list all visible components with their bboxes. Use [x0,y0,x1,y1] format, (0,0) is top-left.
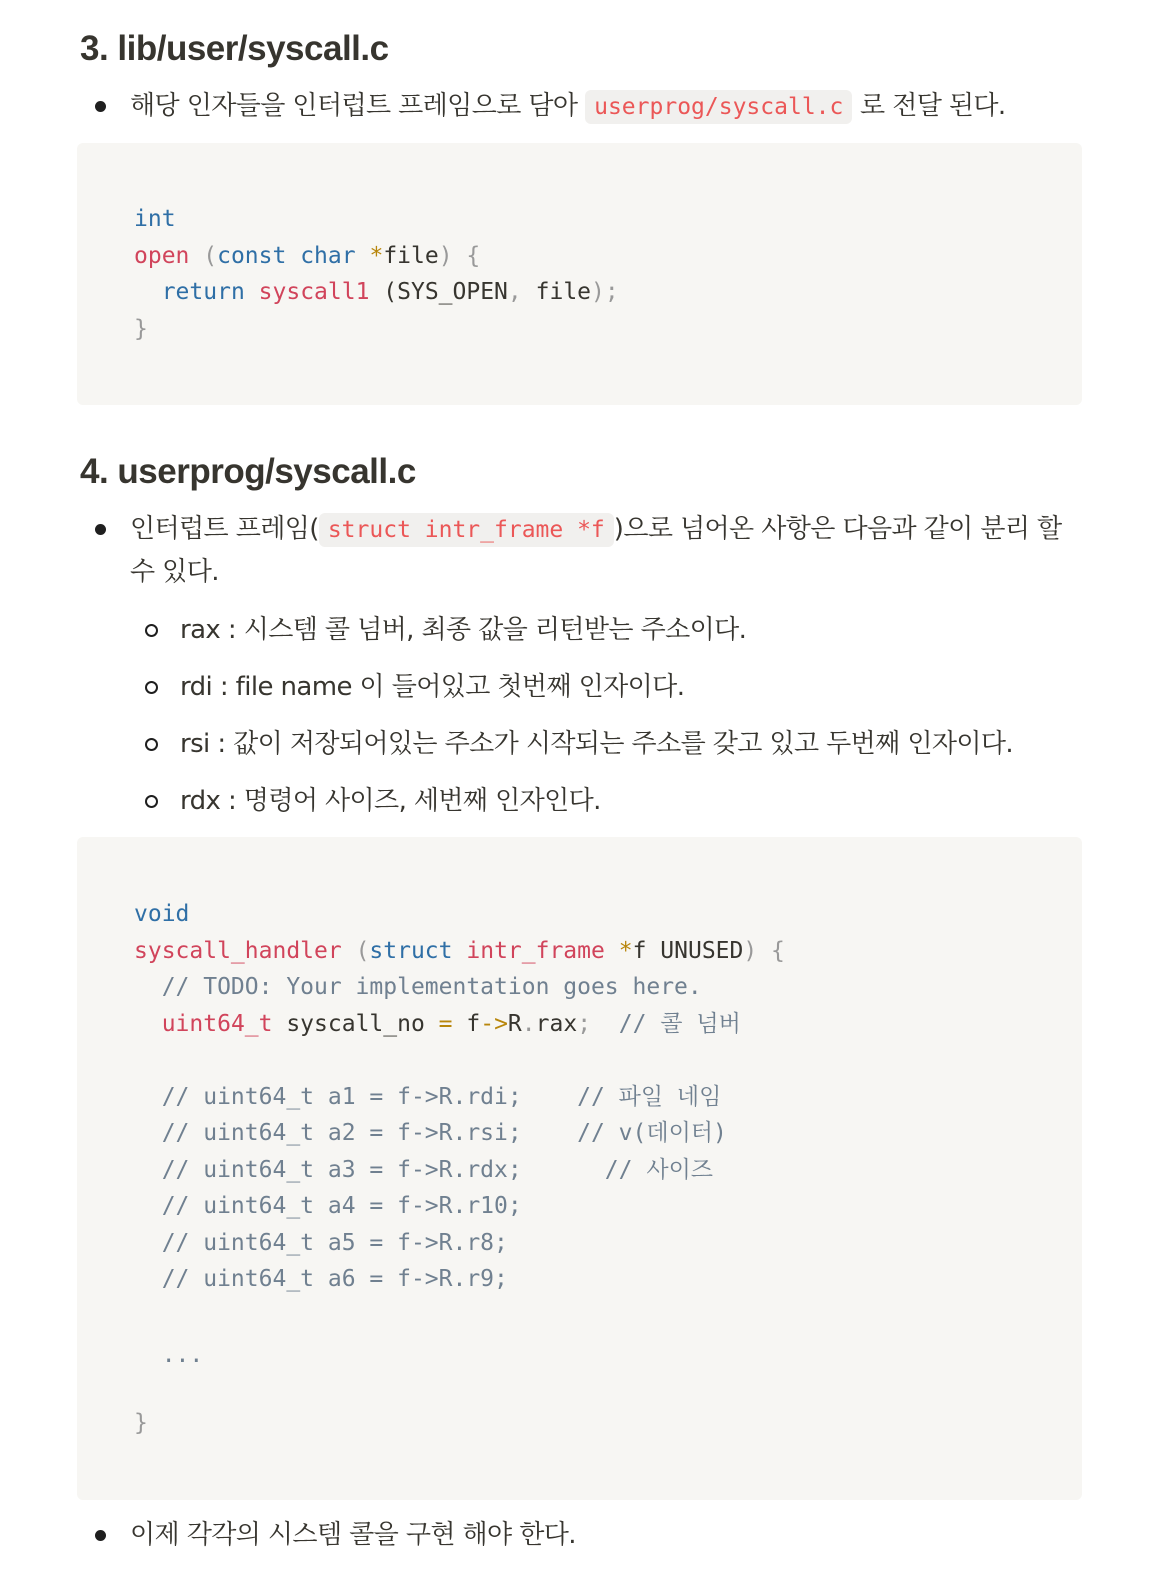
bullet-dot [95,524,106,535]
bullet-dot [95,1530,106,1541]
code-token: syscall1 [258,279,370,305]
section-3-heading: 3. lib/user/syscall.c [80,29,389,68]
sub-bullet-ring [145,624,158,637]
code-content [134,201,619,347]
code-token: (SYS_OPEN [369,279,508,305]
code-token [134,1011,162,1037]
code-token: . [521,1010,536,1037]
bullet-text: 이제 각각의 시스템 콜을 구현 해야 한다. [130,1520,576,1550]
code-token [356,243,370,269]
code-token: -> [480,1010,508,1037]
inline-code: struct intr_frame *f [319,513,614,547]
sub-list-item [145,610,1085,650]
code-comment: // uint64_t a3 = f->R.rdx; // 사이즈 [134,1156,713,1183]
code-token: syscall_handler [134,937,342,964]
code-token: file [383,242,439,269]
code-comment: // TODO: Your implementation goes here. [134,974,702,1000]
code-token: return [161,279,245,305]
sub-list-item [145,667,1085,707]
code-comment: // uint64_t a2 = f->R.rsi; // v(데이터) [134,1120,727,1146]
code-token: const [217,242,287,269]
code-comment: // uint64_t a4 = f->R.r10; [134,1193,522,1219]
bullet-item [95,508,1075,593]
sub-list-text: rdx : 명령어 사이즈, 세번째 인자인다. [180,786,601,816]
bullet-text-part: )으로 넘어온 사항은 다음과 같이 분리 할 수 있다. [130,514,1062,587]
code-token [134,279,162,305]
code-token: R [507,1010,522,1037]
code-token: rax [535,1010,578,1037]
sub-list-text: rax : 시스템 콜 넘버, 최종 값을 리턴받는 주소이다. [180,615,747,645]
sub-list-item [145,724,1085,764]
code-token: * [618,937,633,964]
sub-bullet-ring [145,681,158,694]
code-token: = [438,1010,453,1037]
bullet-text [130,85,1075,128]
sub-bullet-ring [145,795,158,808]
code-token: ) { [743,937,785,964]
code-token [605,938,619,964]
code-token [245,279,259,305]
code-token: , [507,279,522,305]
code-content-tail [134,1337,203,1374]
bullet-text-part: 로 전달 된다. [852,91,1006,121]
bullet-text-part: 인터럽트 프레임( [130,514,319,544]
code-token [453,938,467,964]
code-token: ) { [438,242,481,269]
code-token: } [134,315,148,342]
code-token: intr_frame [466,937,605,964]
code-token: void [134,901,190,927]
bullet-item [95,1514,1075,1556]
bullet-dot [95,101,106,112]
bullet-text-part: 해당 인자들을 인터럽트 프레임으로 담아 [130,91,586,121]
code-token: file [521,279,592,305]
code-token: ( [189,242,218,269]
code-token [286,243,300,269]
code-token: char [300,242,356,269]
code-token: ( [341,937,370,964]
sub-list-text: rsi : 값이 저장되어있는 주소가 시작되는 주소를 갖고 있고 두번째 인자이다. [180,729,1014,759]
code-block-open [77,143,1082,405]
code-comment: // 콜 넘버 [591,1010,741,1037]
code-comment: // uint64_t a1 = f->R.rdi; // 파일 네임 [134,1083,722,1110]
code-content-close [134,1405,148,1442]
code-token: ; [577,1010,592,1037]
code-token: uint64_t [161,1010,273,1037]
code-token: syscall_no [272,1010,439,1037]
code-token: ); [591,279,619,305]
code-token: f UNUSED [632,937,744,964]
code-token: f [452,1010,481,1037]
code-block-syscall-handler [77,837,1082,1500]
code-ellipsis: ... [134,1342,204,1368]
code-token: * [369,242,384,269]
code-token: int [134,206,176,232]
code-token: open [134,242,190,269]
section-4-heading: 4. userprog/syscall.c [80,452,416,491]
code-token: struct [369,937,453,964]
sub-bullet-ring [145,738,158,751]
inline-code: userprog/syscall.c [585,90,852,124]
sub-list-text: rdi : file name 이 들어있고 첫번째 인자이다. [180,672,685,702]
code-comment: // uint64_t a5 = f->R.r8; [134,1229,508,1256]
bullet-text [130,508,1075,593]
code-content [134,896,785,1298]
bullet-item [95,85,1075,128]
sub-list-item [145,781,1085,821]
code-comment: // uint64_t a6 = f->R.r9; [134,1266,508,1292]
code-token: } [134,1410,148,1436]
